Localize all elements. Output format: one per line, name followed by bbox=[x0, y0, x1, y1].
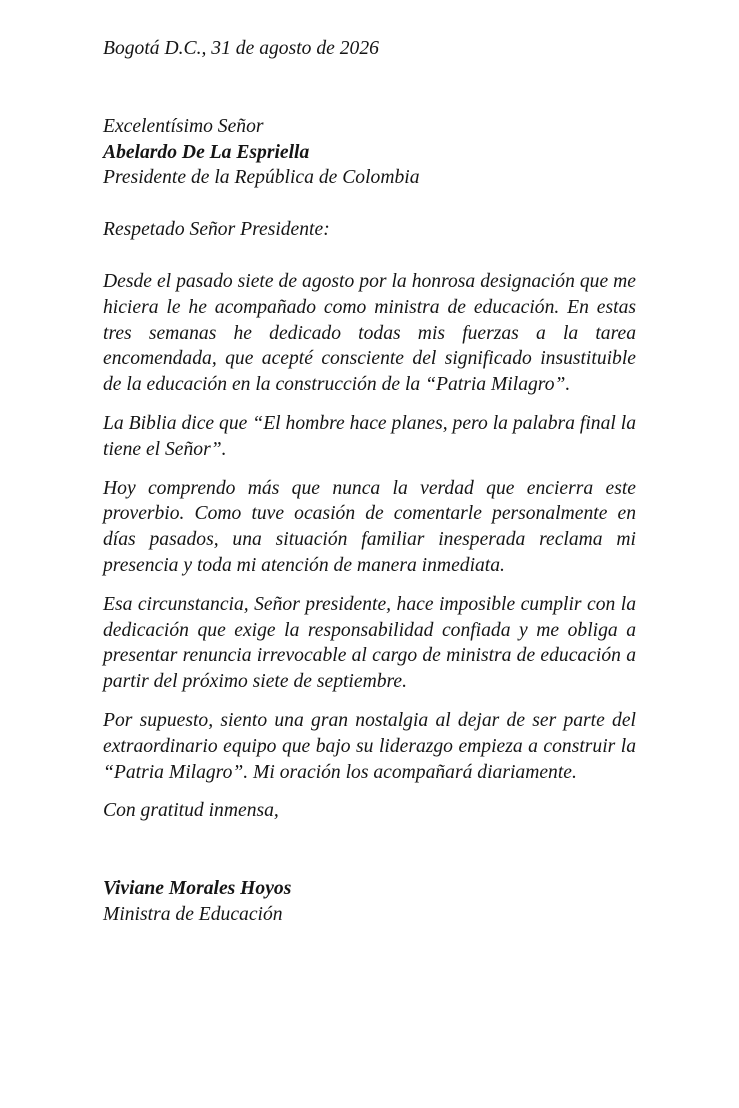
signature-title: Ministra de Educación bbox=[103, 903, 283, 925]
signature-block bbox=[103, 876, 636, 928]
recipient-block bbox=[103, 114, 636, 191]
closing: Con gratitud inmensa, bbox=[103, 800, 279, 822]
body-paragraph: Desde el pasado siete de agosto por la honrosa designación que me hiciera le he acompañado como ministra de educación. En estas tres semanas he dedicado todas mis fuerzas a la tarea encomendada, que acepté consciente del significado insustituible de la educación en la construcción de la “Patria Milagro”. bbox=[103, 270, 636, 396]
signature-name: Viviane Morales Hoyos bbox=[103, 878, 292, 900]
recipient-honorific: Excelentísimo Señor bbox=[103, 115, 264, 137]
recipient-title: Presidente de la República de Colombia bbox=[103, 167, 420, 189]
body-paragraph: Esa circunstancia, Señor presidente, hace imposible cumplir con la dedicación que exige la responsabilidad confiada y me obliga a presentar renuncia irrevocable al cargo de ministra de educación a partir del próximo siete de septiembre. bbox=[103, 593, 636, 693]
salutation: Respetado Señor Presidente: bbox=[103, 219, 330, 241]
letter bbox=[103, 36, 636, 928]
body-paragraph: Hoy comprendo más que nunca la verdad que encierra este proverbio. Como tuve ocasión de comentarle personalmente en días pasados, una situación familiar inesperada reclama mi presencia y toda mi atención de manera inmediata. bbox=[103, 477, 636, 576]
body-paragraph: La Biblia dice que “El hombre hace planes, pero la palabra final la tiene el Señor”. bbox=[103, 412, 636, 460]
body-paragraph: Por supuesto, siento una gran nostalgia al dejar de ser parte del extraordinario equipo que bajo su liderazgo empieza a construir la “Patria Milagro”. Mi oración los acompañará diariamente. bbox=[103, 709, 636, 783]
date-line: Bogotá D.C., 31 de agosto de 2026 bbox=[103, 38, 379, 59]
recipient-name: Abelardo De La Espriella bbox=[103, 141, 310, 163]
